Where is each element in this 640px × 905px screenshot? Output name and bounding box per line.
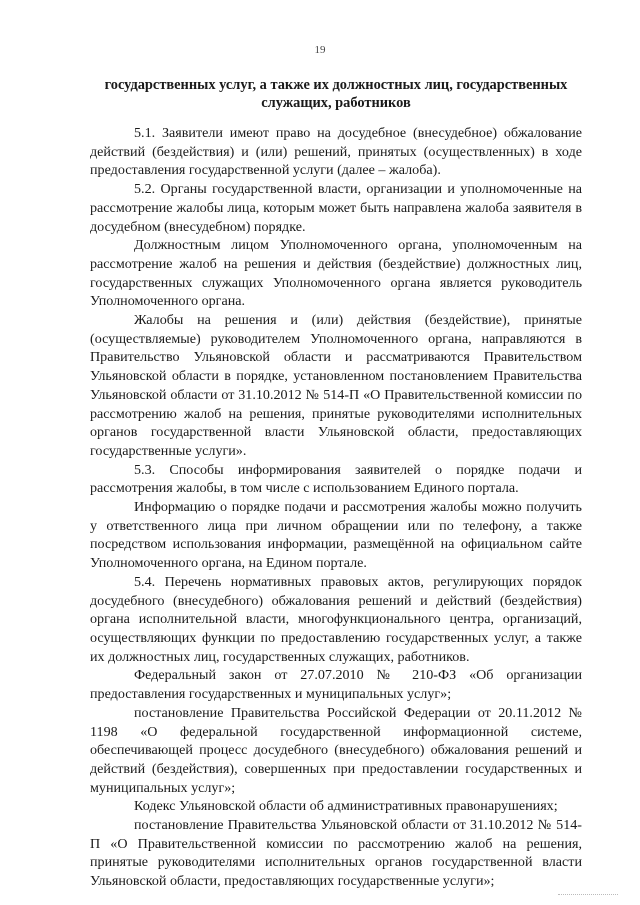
paragraph-complaints-to-government: Жалобы на решения и (или) действия (бездействие), принятые (осуществляемые) руководителем Уполномоченного органа, направляются в Правительство Ульяновской области и рассматриваются Правительством Ульяновской области в порядке, установленном постановлением Правительства Ульяновской области от 31.10.2012 № 514-П «О Правительственной комиссии по рассмотрению жалоб на решения, принятые руководителями исполнительных органов государственной власти Ульяновской области, предоставляющих государственные услуги».	[90, 312, 582, 459]
page-number: 19	[314, 44, 326, 56]
document-body	[90, 124, 582, 891]
paragraph-information-sources: Информацию о порядке подачи и рассмотрения жалобы можно получить у ответственного лица при личном обращении или по телефону, а также посредством использования информации, размещённой на официальном сайте Уполномоченного органа, на Едином портале.	[90, 499, 582, 572]
paragraph-official-responsible: Должностным лицом Уполномоченного органа, уполномоченным на рассмотрение жалоб на решения и действия (бездействие) должностных лиц, государственных служащих Уполномоченного органа является руководитель Уполномоченного органа.	[90, 237, 582, 310]
paragraph-5-2: 5.2. Органы государственной власти, организации и уполномоченные на рассмотрение жалобы лица, которым может быть направлена жалоба заявителя в досудебном (внесудебном) порядке.	[90, 181, 582, 235]
section-heading: государственных услуг, а также их должностных лиц, государственных служащих, работников	[104, 77, 568, 111]
paragraph-5-4: 5.4. Перечень нормативных правовых актов, регулирующих порядок досудебного (внесудебного) обжалования решений и действий (бездействия) органа исполнительной власти, многофункционального центра, организаций, осуществляющих функции по предоставлению государственных услуг, а также их должностных лиц, государственных служащих, работников.	[90, 573, 582, 665]
paragraph-federal-law: Федеральный закон от 27.07.2010 № 210-ФЗ «Об организации предоставления государственных и муниципальных услуг»;	[90, 667, 582, 703]
scan-corner-mark	[558, 894, 618, 895]
paragraph-rf-government-decree: постановление Правительства Российской Федерации от 20.11.2012 № 1198 «О федеральной государственной информационной системе, обеспечивающей процесс досудебного (внесудебного) обжалования решений и действий (бездействия), совершенных при предоставлении государственных и муниципальных услуг»;	[90, 704, 582, 796]
paragraph-5-1: 5.1. Заявители имеют право на досудебное (внесудебное) обжалование действий (бездействия) и (или) решений, принятых (осуществленных) в ходе предоставления государственной услуги (далее – жалоба).	[90, 125, 582, 179]
paragraph-5-3: 5.3. Способы информирования заявителей о порядке подачи и рассмотрения жалобы, в том числе с использованием Единого портала.	[90, 461, 582, 497]
paragraph-regional-decree: постановление Правительства Ульяновской области от 31.10.2012 № 514-П «О Правительственной комиссии по рассмотрению жалоб на решения, принятые руководителями исполнительных органов государственной власти Ульяновской области, предоставляющих государственные услуги»;	[90, 817, 582, 890]
paragraph-regional-code: Кодекс Ульяновской области об административных правонарушениях;	[134, 798, 558, 815]
